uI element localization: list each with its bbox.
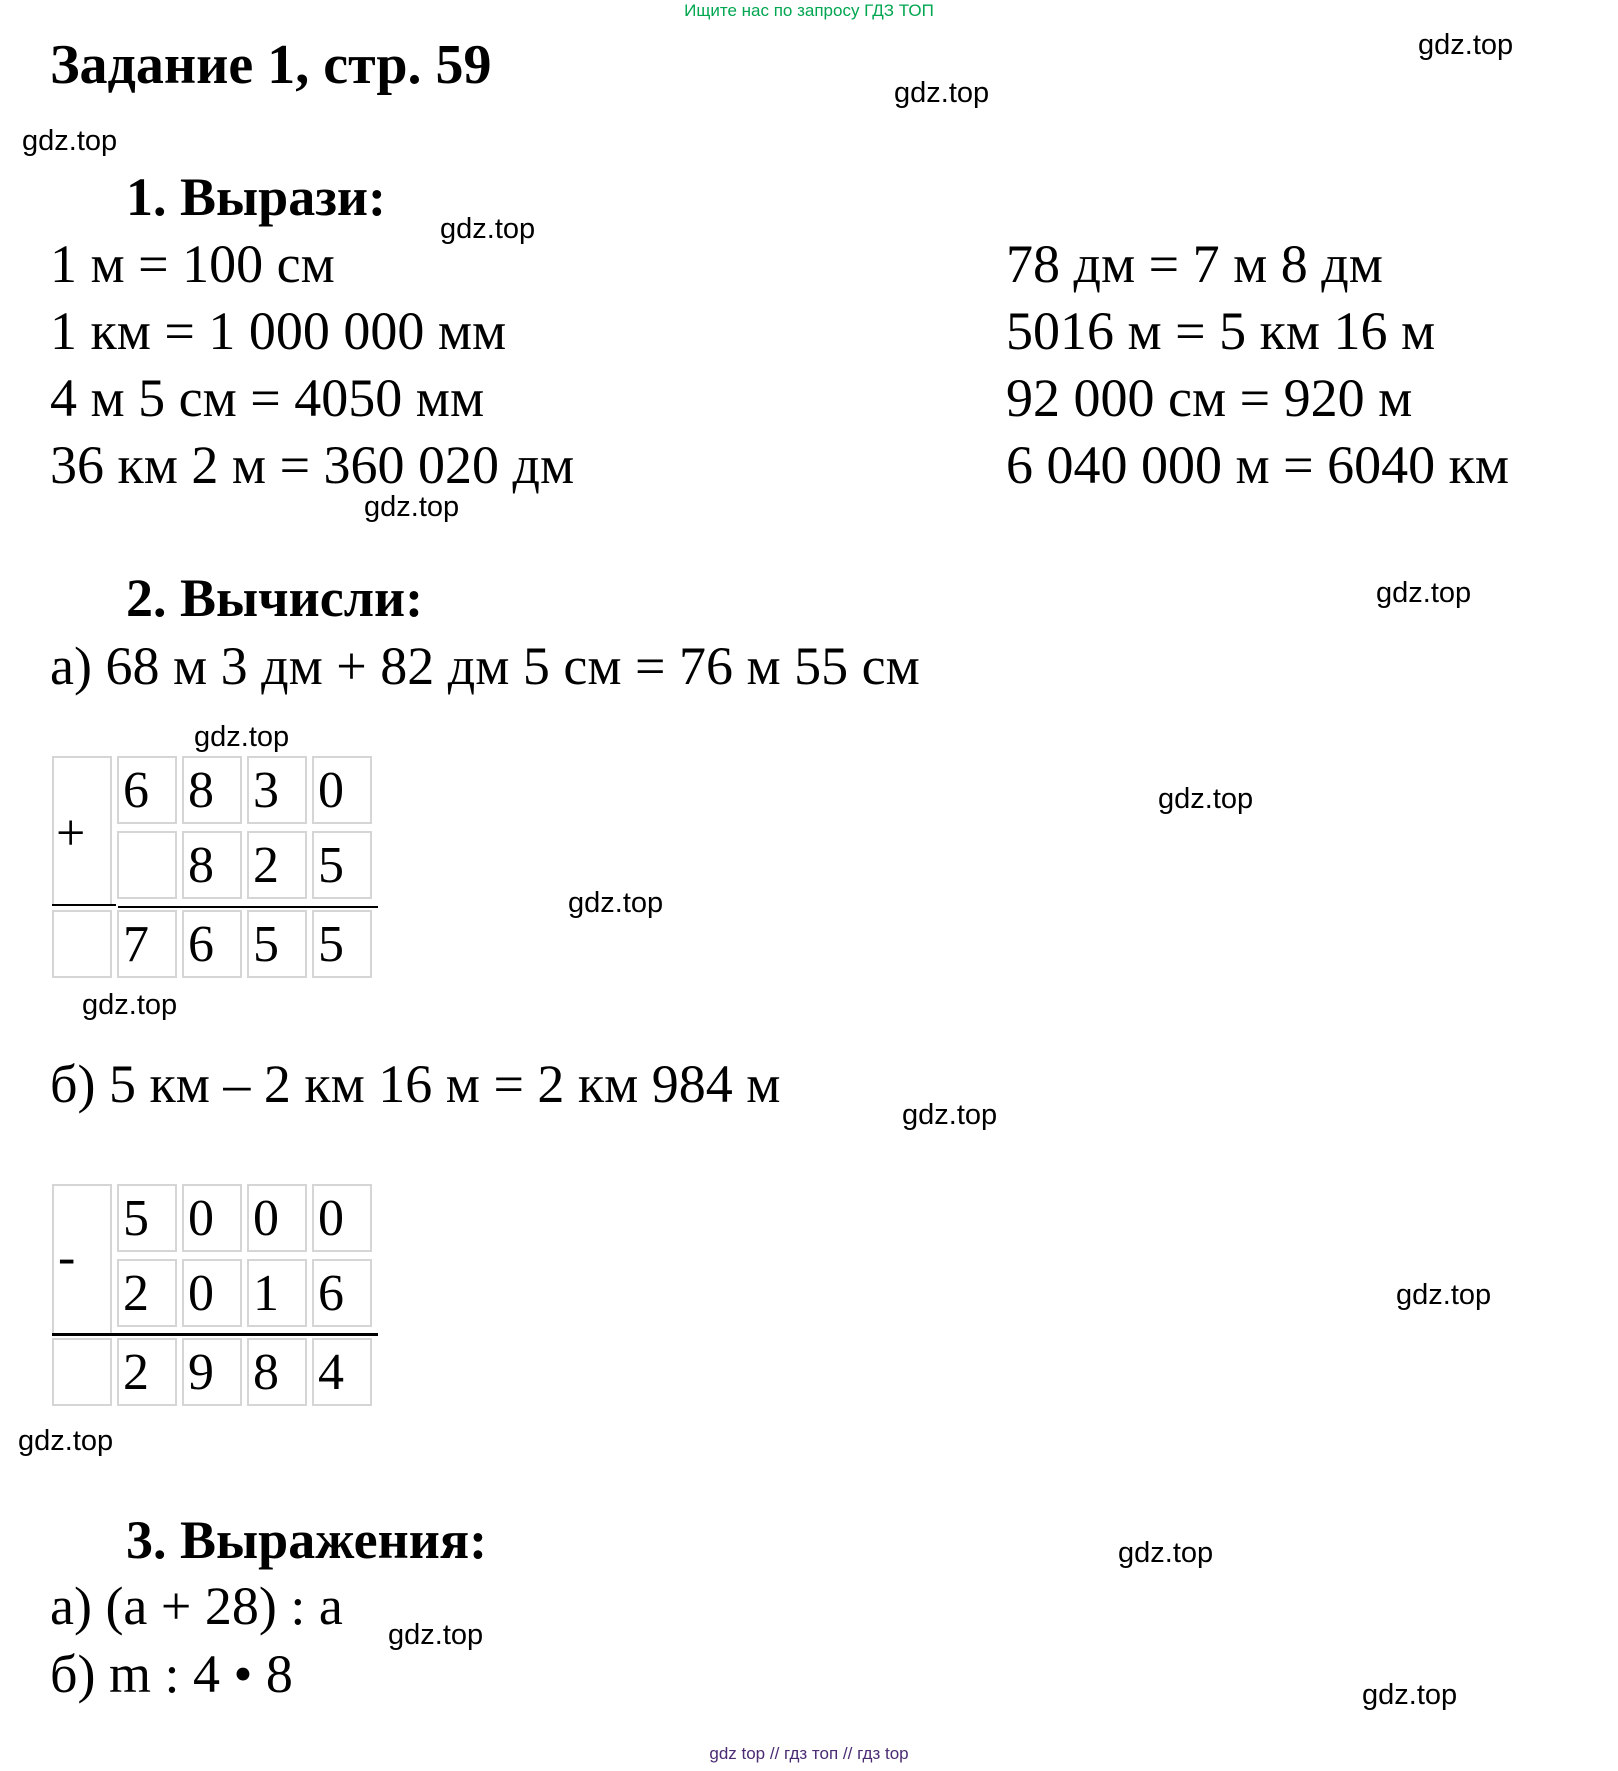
conversion-line: 92 000 см = 920 м <box>1006 368 1413 428</box>
search-hint-banner: Ищите нас по запросу ГДЗ ТОП <box>684 1 934 20</box>
digit-cell: 3 <box>247 756 307 824</box>
watermark: gdz.top <box>388 1619 484 1651</box>
section-1-heading: 1. Вырази: <box>126 167 387 227</box>
watermark: gdz.top <box>18 1425 114 1457</box>
expression-a: а) 68 м 3 дм + 82 дм 5 см = 76 м 55 см <box>50 636 920 696</box>
digit-cell: 0 <box>182 1184 242 1252</box>
digit-cell: 4 <box>312 1338 372 1406</box>
watermark: gdz.top <box>1376 577 1472 609</box>
conversion-line: 4 м 5 см = 4050 мм <box>50 368 485 428</box>
footer-watermark <box>0 1743 1618 1765</box>
page-title: Задание 1, стр. 59 <box>50 34 492 96</box>
expression-b: б) m : 4 • 8 <box>50 1644 293 1704</box>
watermark: gdz.top <box>1158 783 1254 815</box>
expression-a: а) (а + 28) : а <box>50 1576 343 1636</box>
watermark: gdz.top <box>1396 1279 1492 1311</box>
empty-cell <box>52 1338 112 1406</box>
sum-line <box>118 906 378 908</box>
conversion-line: 1 км = 1 000 000 мм <box>50 301 507 361</box>
section-2-heading: 2. Вычисли: <box>126 568 424 628</box>
digit-cell: 2 <box>117 1259 177 1327</box>
minus-sign: - <box>58 1229 76 1286</box>
conversion-line: 36 км 2 м = 360 020 дм <box>50 435 575 495</box>
digit-cell: 6 <box>312 1259 372 1327</box>
digit-cell: 6 <box>182 910 242 978</box>
footer-separator: // <box>769 1744 780 1763</box>
digit-cell: 0 <box>312 1184 372 1252</box>
digit-cell: 2 <box>117 1338 177 1406</box>
expression-b: б) 5 км – 2 км 16 м = 2 км 984 м <box>50 1054 781 1114</box>
digit-cell: 6 <box>117 756 177 824</box>
difference-line <box>52 1333 378 1336</box>
watermark: gdz.top <box>894 77 990 109</box>
watermark: gdz.top <box>194 721 290 753</box>
watermark: gdz.top <box>22 125 118 157</box>
digit-cell: 7 <box>117 910 177 978</box>
conversion-line: 5016 м = 5 км 16 м <box>1006 301 1436 361</box>
watermark: gdz.top <box>440 213 536 245</box>
sum-line-left <box>52 904 116 906</box>
digit-cell: 5 <box>247 910 307 978</box>
addition-grid <box>52 756 378 978</box>
footer-part: гдз топ <box>784 1744 839 1763</box>
digit-cell: 8 <box>247 1338 307 1406</box>
footer-part: гдз top <box>857 1744 909 1763</box>
digit-cell: 0 <box>312 756 372 824</box>
digit-cell: 5 <box>312 910 372 978</box>
conversion-line: 6 040 000 м = 6040 км <box>1006 435 1510 495</box>
digit-cell: 9 <box>182 1338 242 1406</box>
plus-sign: + <box>56 805 86 862</box>
empty-cell <box>52 910 112 978</box>
digit-cell: 5 <box>312 831 372 899</box>
digit-cell: 2 <box>247 831 307 899</box>
watermark: gdz.top <box>1418 29 1514 61</box>
watermark: gdz.top <box>1118 1537 1214 1569</box>
watermark: gdz.top <box>1362 1679 1458 1711</box>
footer-separator: // <box>842 1744 853 1763</box>
watermark: gdz.top <box>82 989 178 1021</box>
subtraction-grid <box>52 1184 378 1410</box>
footer-part: gdz top <box>709 1744 766 1763</box>
digit-cell: 8 <box>182 756 242 824</box>
conversion-line: 1 м = 100 см <box>50 234 335 294</box>
watermark: gdz.top <box>902 1099 998 1131</box>
digit-cell: 8 <box>182 831 242 899</box>
digit-cell <box>117 831 177 899</box>
digit-cell: 0 <box>247 1184 307 1252</box>
digit-cell: 5 <box>117 1184 177 1252</box>
watermark: gdz.top <box>568 887 664 919</box>
conversion-line: 78 дм = 7 м 8 дм <box>1006 234 1383 294</box>
watermark: gdz.top <box>364 491 460 523</box>
section-3-heading: 3. Выражения: <box>126 1510 488 1570</box>
digit-cell: 0 <box>182 1259 242 1327</box>
digit-cell: 1 <box>247 1259 307 1327</box>
